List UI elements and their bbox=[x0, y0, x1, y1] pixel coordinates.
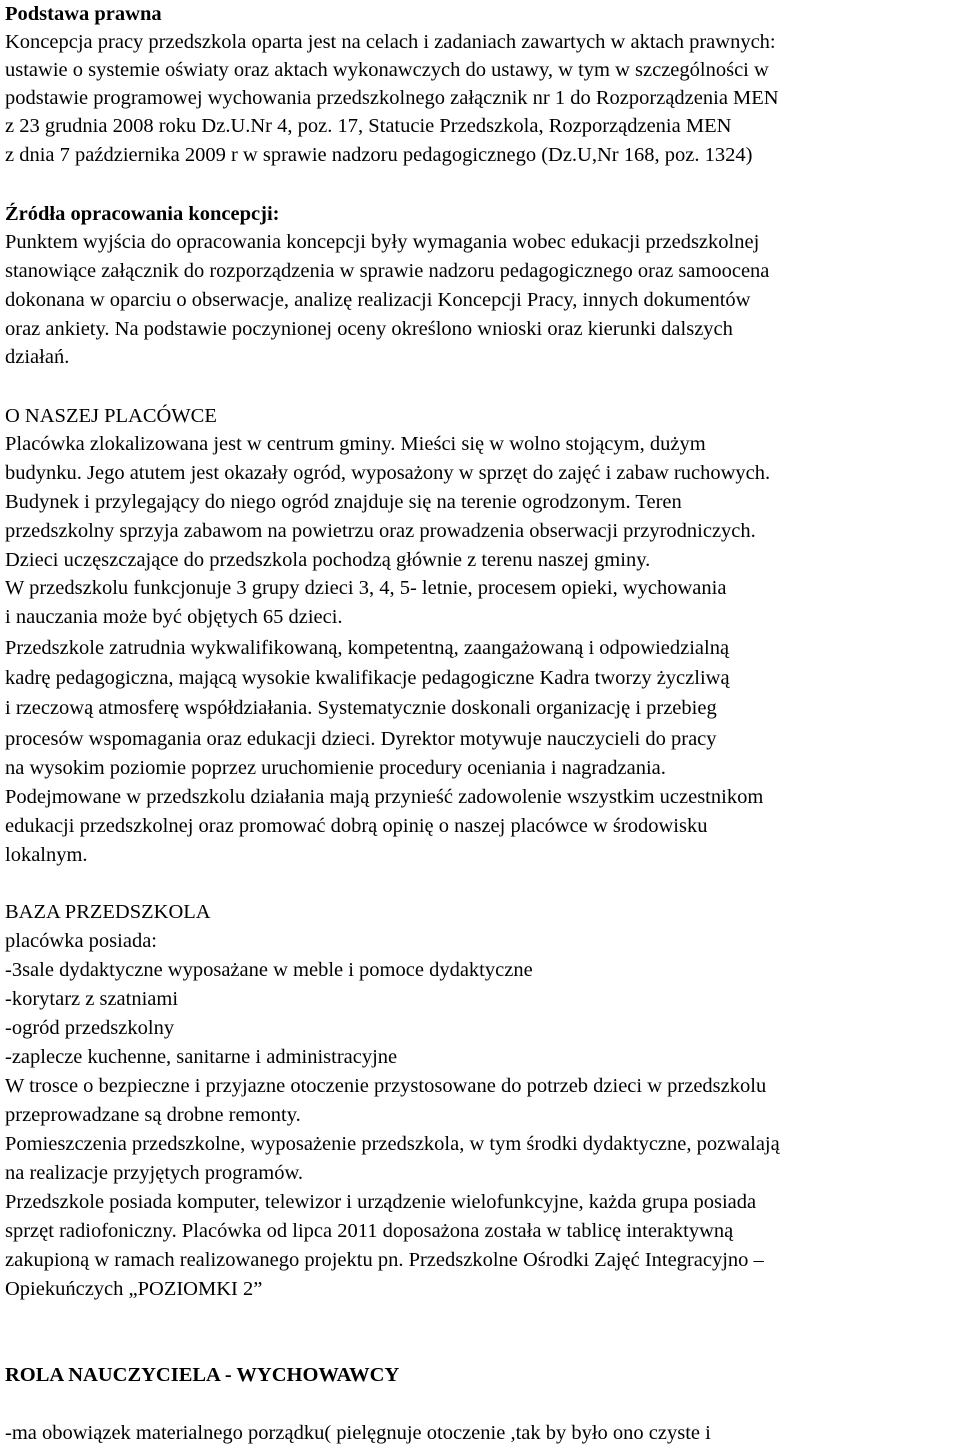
list-item: -3sale dydaktyczne wyposażane w meble i pomoce dydaktyczne bbox=[5, 959, 533, 981]
paragraph-line: stanowiące załącznik do rozporządzenia w sprawie nadzoru pedagogicznego oraz samoocena bbox=[5, 260, 770, 282]
section-heading-sources: Źródła opracowania koncepcji: bbox=[5, 203, 280, 225]
paragraph-line: W przedszkolu funkcjonuje 3 grupy dzieci 3, 4, 5- letnie, procesem opieki, wychowania bbox=[5, 577, 727, 599]
paragraph-line: podstawie programowej wychowania przedszkolnego załącznik nr 1 do Rozporządzenia MEN bbox=[5, 87, 779, 109]
paragraph-line: Punktem wyjścia do opracowania koncepcji były wymagania wobec edukacji przedszkolnej bbox=[5, 231, 760, 253]
section-heading-legal-basis: Podstawa prawna bbox=[5, 3, 162, 25]
section-heading-facilities: BAZA PRZEDSZKOLA bbox=[5, 901, 211, 923]
paragraph-line: i nauczania może być objętych 65 dzieci. bbox=[5, 606, 343, 628]
paragraph-line: na wysokim poziomie poprzez uruchomienie procedury oceniania i nagradzania. bbox=[5, 757, 666, 779]
paragraph-line: W trosce o bezpieczne i przyjazne otoczenie przystosowane do potrzeb dzieci w przedszkolu bbox=[5, 1075, 767, 1097]
list-item: -zaplecze kuchenne, sanitarne i administracyjne bbox=[5, 1046, 398, 1068]
paragraph-line: Przedszkole zatrudnia wykwalifikowaną, kompetentną, zaangażowaną i odpowiedzialną bbox=[5, 637, 730, 659]
paragraph-line: zakupioną w ramach realizowanego projektu pn. Przedszkolne Ośrodki Zajęć Integracyjno – bbox=[5, 1249, 764, 1271]
section-heading-about-us: O NASZEJ PLACÓWCE bbox=[5, 405, 217, 427]
paragraph-line: Opiekuńczych „POZIOMKI 2” bbox=[5, 1278, 263, 1300]
paragraph-line: przeprowadzane są drobne remonty. bbox=[5, 1104, 301, 1126]
paragraph-line: Dzieci uczęszczające do przedszkola pochodzą głównie z terenu naszej gminy. bbox=[5, 549, 651, 571]
paragraph-line: na realizacje przyjętych programów. bbox=[5, 1162, 304, 1184]
paragraph-line: i rzeczową atmosferę współdziałania. Systematycznie doskonali organizację i przebieg bbox=[5, 697, 717, 719]
paragraph-line: placówka posiada: bbox=[5, 930, 157, 952]
paragraph-line: z 23 grudnia 2008 roku Dz.U.Nr 4, poz. 17, Statucie Przedszkola, Rozporządzenia MEN bbox=[5, 115, 732, 137]
list-item: -ma obowiązek materialnego porządku( pielęgnuje otoczenie ,tak by było ono czyste i bbox=[5, 1422, 711, 1444]
paragraph-line: kadrę pedagogiczna, mającą wysokie kwalifikacje pedagogiczne Kadra tworzy życzliwą bbox=[5, 667, 730, 689]
paragraph-line: lokalnym. bbox=[5, 844, 88, 866]
paragraph-line: przedszkolny sprzyja zabawom na powietrzu oraz prowadzenia obserwacji przyrodniczych. bbox=[5, 520, 756, 542]
list-item: -ogród przedszkolny bbox=[5, 1017, 175, 1039]
paragraph-line: procesów wspomagania oraz edukacji dzieci. Dyrektor motywuje nauczycieli do pracy bbox=[5, 728, 717, 750]
paragraph-line: dokonana w oparciu o obserwacje, analizę realizacji Koncepcji Pracy, innych dokumentów bbox=[5, 289, 751, 311]
paragraph-line: Budynek i przylegający do niego ogród znajduje się na terenie ogrodzonym. Teren bbox=[5, 491, 682, 513]
paragraph-line: sprzęt radiofoniczny. Placówka od lipca 2011 doposażona została w tablicę interaktywną bbox=[5, 1220, 734, 1242]
paragraph-line: Pomieszczenia przedszkolne, wyposażenie przedszkola, w tym środki dydaktyczne, pozwalają bbox=[5, 1133, 780, 1155]
paragraph-line: Koncepcja pracy przedszkola oparta jest na celach i zadaniach zawartych w aktach prawnych: bbox=[5, 31, 776, 53]
list-item: -korytarz z szatniami bbox=[5, 988, 179, 1010]
paragraph-line: Podejmowane w przedszkolu działania mają przynieść zadowolenie wszystkim uczestnikom bbox=[5, 786, 764, 808]
paragraph-line: oraz ankiety. Na podstawie poczynionej oceny określono wnioski oraz kierunki dalszych bbox=[5, 318, 733, 340]
paragraph-line: ustawie o systemie oświaty oraz aktach wykonawczych do ustawy, w tym w szczególności w bbox=[5, 59, 769, 81]
section-heading-teacher-role: ROLA NAUCZYCIELA - WYCHOWAWCY bbox=[5, 1364, 400, 1386]
paragraph-line: Przedszkole posiada komputer, telewizor i urządzenie wielofunkcyjne, każda grupa posiada bbox=[5, 1191, 757, 1213]
paragraph-line: edukacji przedszkolnej oraz promować dobrą opinię o naszej placówce w środowisku bbox=[5, 815, 708, 837]
paragraph-line: działań. bbox=[5, 346, 70, 368]
paragraph-line: Placówka zlokalizowana jest w centrum gminy. Mieści się w wolno stojącym, dużym bbox=[5, 433, 706, 455]
paragraph-line: budynku. Jego atutem jest okazały ogród, wyposażony w sprzęt do zajęć i zabaw ruchowych. bbox=[5, 462, 771, 484]
paragraph-line: z dnia 7 października 2009 r w sprawie nadzoru pedagogicznego (Dz.U,Nr 168, poz. 1324) bbox=[5, 144, 753, 166]
